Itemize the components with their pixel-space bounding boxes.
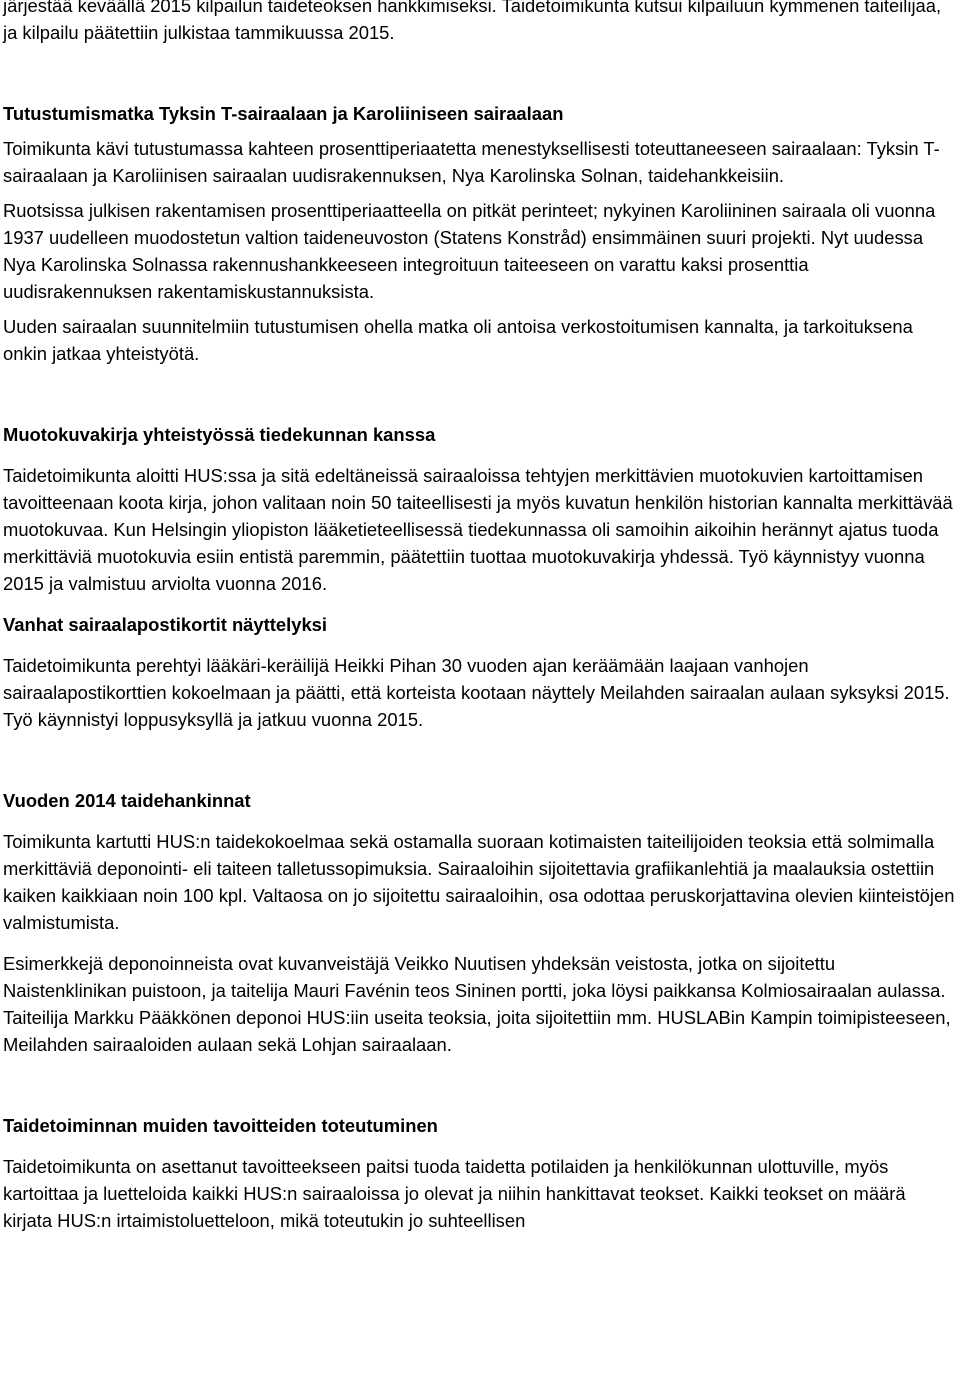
- section-paragraph: Taidetoimikunta perehtyi lääkäri-keräilijä Heikki Pihan 30 vuoden ajan keräämään laajaan vanhojen sairaalapostikorttien kokoelmaan ja päätti, että korteista kootaan näyttely Meilahden sairaalan aulaan syksyksi 2015. Työ käynnistyi loppusyksyllä ja jatkuu vuonna 2015.: [3, 655, 950, 730]
- document-page: [3, 0, 958, 1234]
- section-heading: Taidetoiminnan muiden tavoitteiden toteutuminen: [3, 1115, 438, 1136]
- section-paragraph: Toimikunta kävi tutustumassa kahteen prosenttiperiaatetta menestyksellisesti toteuttaneeseen sairaalaan: Tyksin T-sairaalaan ja Karoliinisen sairaalan uudisrakennuksen, Nya Karolinska Solnan, taidehankkeisiin.: [3, 138, 940, 186]
- section-paragraph: Ruotsissa julkisen rakentamisen prosenttiperiaatteella on pitkät perinteet; nykyinen Karoliininen sairaala oli vuonna 1937 uudelleen muodostetun valtion taideneuvoston (Statens Konstråd) ensimmäinen suuri projekti. Nyt uudessa Nya Karolinska Solnassa rakennushankkeeseen integroituun taiteeseen on varattu kaksi prosenttia uudisrakennuksen rakentamiskustannuksista.: [3, 200, 936, 302]
- section-heading: Tutustumismatka Tyksin T-sairaalaan ja Karoliiniseen sairaalaan: [3, 103, 564, 124]
- intro-paragraph: järjestää keväällä 2015 kilpailun taideteoksen hankkimiseksi. Taidetoimikunta kutsui kilpailuun kymmenen taiteilijaa, ja kilpailu päätettiin julkistaa tammikuussa 2015.: [3, 0, 942, 43]
- section-paragraph: Esimerkkejä deponoinneista ovat kuvanveistäjä Veikko Nuutisen yhdeksän veistosta, jotka on sijoitettu Naistenklinikan puistoon, ja taitelija Mauri Favénin teos Sininen portti, joka löysi paikkansa Kolmiosairaalan aulassa. Taiteilija Markku Pääkkönen deponoi HUS:iin useita teoksia, joita sijoitettiin mm. HUSLABin Kampin toimipisteeseen, Meilahden sairaaloiden aulaan sekä Lohjan sairaalaan.: [3, 953, 951, 1055]
- section-heading: Vanhat sairaalapostikortit näyttelyksi: [3, 614, 328, 635]
- spacer: [3, 1058, 958, 1112]
- section-paragraph: Taidetoimikunta aloitti HUS:ssa ja sitä edeltäneissä sairaaloissa tehtyjen merkittävien muotokuvien kartoittamisen tavoitteenaan koota kirja, johon valitaan noin 50 taiteellisesti ja myös kuvatun henkilön historian kannalta merkittävää muotokuvaa. Kun Helsingin yliopiston lääketieteellisessä tiedekunnassa oli samoihin aikoihin herännyt ajatus tuoda merkittäviä muotokuvia esiin entistä paremmin, päätettiin tuottaa muotokuvakirja yhdessä. Työ käynnistyy vuonna 2015 ja valmistuu arviolta vuonna 2016.: [3, 465, 953, 594]
- spacer: [3, 733, 958, 787]
- section-heading: Muotokuvakirja yhteistyössä tiedekunnan kanssa: [3, 424, 436, 445]
- section-other-goals: [3, 1112, 958, 1234]
- section-paragraph: Taidetoimikunta on asettanut tavoitteekseen paitsi tuoda taidetta potilaiden ja henkilökunnan ulottuville, myös kartoittaa ja luetteloida kaikki HUS:n sairaaloissa jo olevat ja niihin hankittavat teokset. Kaikki teokset on määrä kirjata HUS:n irtaimistoluetteloon, mikä toteutukin jo suhteellisen: [3, 1156, 906, 1231]
- section-paragraph: Toimikunta kartutti HUS:n taidekokoelmaa sekä ostamalla suoraan kotimaisten taiteilijoiden teoksia että solmimalla merkittäviä deponointi- eli taiteen talletussopimuksia. Sairaaloihin sijoitettavia grafiikanlehtiä ja maalauksia ostettiin kaiken kaikkiaan noin 100 kpl. Valtaosa on jo sijoitettu sairaaloihin, osa odottaa peruskorjattavina olevien kiinteistöjen valmistumista.: [3, 831, 955, 933]
- section-postcards: [3, 611, 958, 733]
- section-study-trip: [3, 100, 958, 367]
- spacer: [3, 367, 958, 421]
- section-portrait-book: [3, 421, 958, 597]
- section-heading: Vuoden 2014 taidehankinnat: [3, 790, 251, 811]
- section-acquisitions-2014: [3, 787, 958, 1058]
- section-paragraph: Uuden sairaalan suunnitelmiin tutustumisen ohella matka oli antoisa verkostoitumisen kannalta, ja tarkoituksena onkin jatkaa yhteistyötä.: [3, 316, 913, 364]
- spacer: [3, 46, 958, 100]
